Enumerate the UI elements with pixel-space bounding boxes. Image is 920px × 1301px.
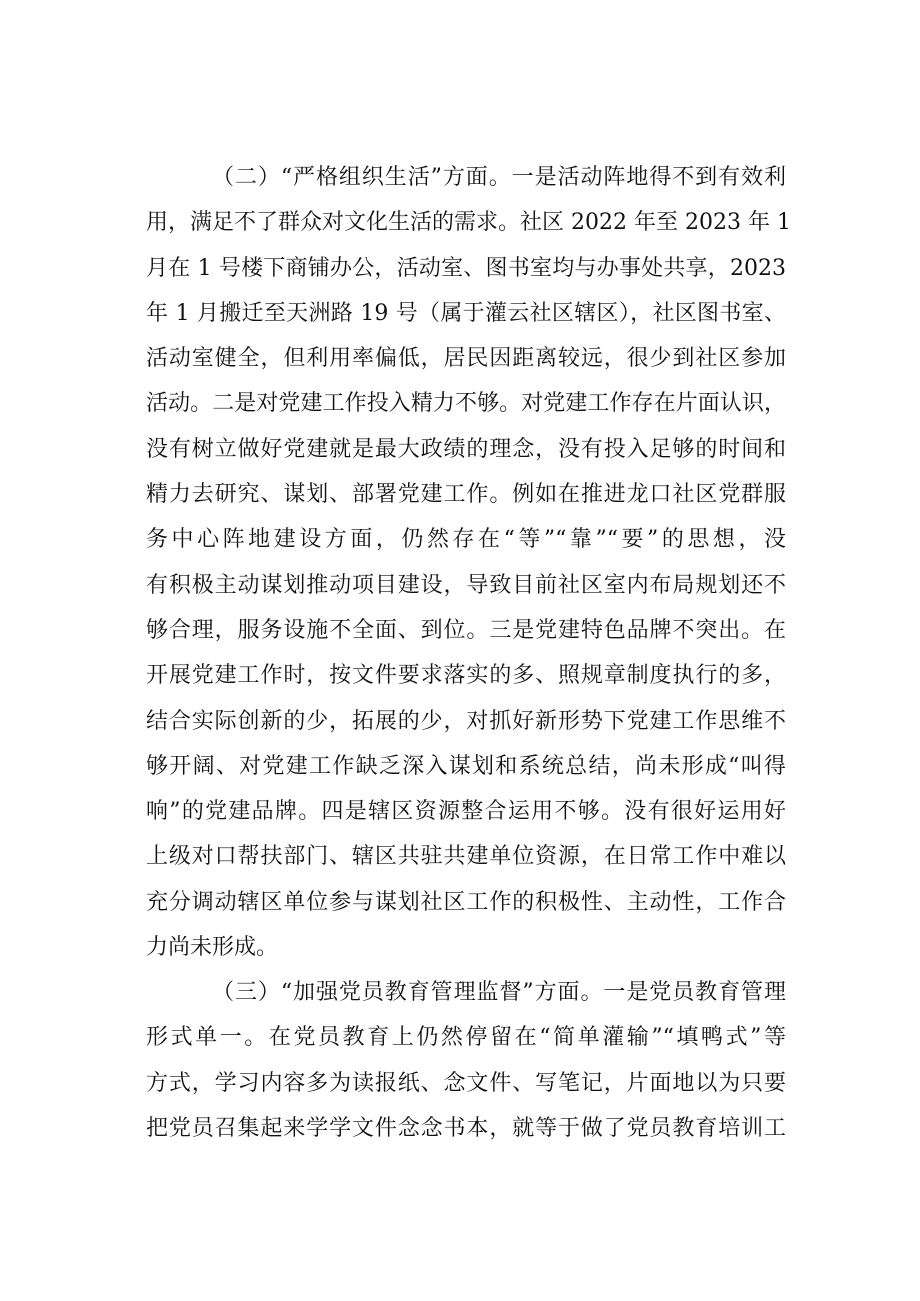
paragraph-line: 够合理，服务设施不全面、到位。三是党建特色品牌不突出。在 xyxy=(146,617,786,643)
paragraph-section-two xyxy=(146,155,791,970)
paragraph-line: （三）“加强党员教育管理监督”方面。一是党员教育管理 xyxy=(212,980,786,1005)
paragraph-line: 充分调动辖区单位参与谋划社区工作的积极性、主动性，工作合 xyxy=(146,889,786,915)
paragraph-line: 精力去研究、谋划、部署党建工作。例如在推进龙口社区党群服 xyxy=(146,482,786,508)
paragraph-line: 力尚未形成。 xyxy=(146,935,279,961)
paragraph-line: 有积极主动谋划推动项目建设，导致目前社区室内布局规划还不 xyxy=(146,572,786,598)
paragraph-line: 响”的党建品牌。四是辖区资源整合运用不够。没有很好运用好 xyxy=(146,799,786,825)
paragraph-line: 没有树立做好党建就是最大政绩的理念，没有投入足够的时间和 xyxy=(146,436,786,462)
paragraph-line: 活动室健全，但利用率偏低，居民因距离较远，很少到社区参加 xyxy=(146,346,786,372)
paragraph-line: 月在 1 号楼下商铺办公，活动室、图书室均与办事处共享，2023 xyxy=(146,255,786,281)
paragraph-line: 结合实际创新的少，拓展的少，对抓好新形势下党建工作思维不 xyxy=(146,708,786,734)
paragraph-line: 开展党建工作时，按文件要求落实的多、照规章制度执行的多， xyxy=(146,663,786,689)
paragraph-line: 够开阔、对党建工作缺乏深入谋划和系统总结，尚未形成“叫得 xyxy=(146,753,786,779)
paragraph-line: 上级对口帮扶部门、辖区共驻共建单位资源，在日常工作中难以 xyxy=(146,844,786,870)
paragraph-line: 务中心阵地建设方面，仍然存在“等”“靠”“要”的思想，没 xyxy=(146,527,786,553)
paragraph-line: 方式，学习内容多为读报纸、念文件、写笔记，片面地以为只要 xyxy=(146,1070,786,1096)
paragraph-line: 用，满足不了群众对文化生活的需求。社区 2022 年至 2023 年 1 xyxy=(146,210,791,236)
paragraph-line: （二）“严格组织生活”方面。一是活动阵地得不到有效利 xyxy=(212,165,786,190)
paragraph-line: 把党员召集起来学学文件念念书本，就等于做了党员教育培训工 xyxy=(146,1115,786,1141)
paragraph-line: 活动。二是对党建工作投入精力不够。对党建工作存在片面认识， xyxy=(146,391,786,417)
paragraph-line: 年 1 月搬迁至天洲路 19 号（属于灌云社区辖区），社区图书室、 xyxy=(146,300,786,326)
paragraph-line: 形式单一。在党员教育上仍然停留在“简单灌输”“填鸭式”等 xyxy=(146,1025,786,1051)
paragraph-section-three xyxy=(146,970,786,1151)
